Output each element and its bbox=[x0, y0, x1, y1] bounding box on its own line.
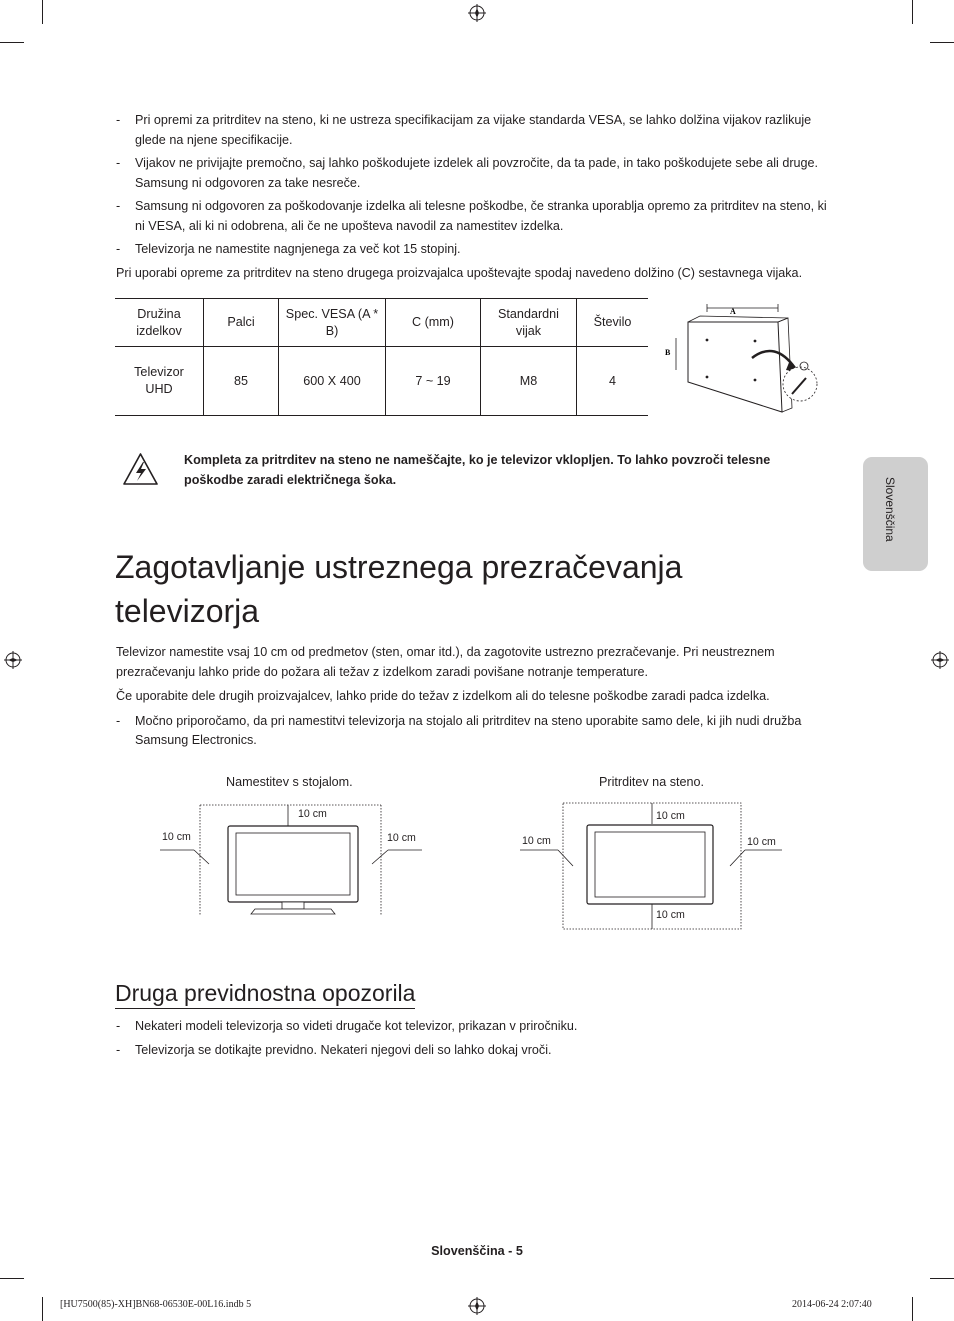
warning-text: Kompleta za pritrditev na steno ne nameščajte, ko je televizor vklopljen. To lahko povzroči telesne poškodbe zaradi električnega šoka. bbox=[184, 453, 771, 487]
page-footer: Slovenščina - 5 bbox=[431, 1244, 523, 1258]
registration-mark-icon bbox=[4, 651, 22, 669]
dimension-b-label: B bbox=[665, 348, 671, 357]
imprint-left: [HU7500(85)-XH]BN68-06530E-00L16.indb 5 bbox=[60, 1299, 252, 1310]
wall-mount-diagram bbox=[660, 300, 825, 420]
registration-mark-icon bbox=[468, 1297, 486, 1315]
table-header-cell: Število bbox=[577, 299, 649, 347]
distance-label: 10 cm bbox=[656, 909, 685, 921]
crop-mark bbox=[912, 1297, 913, 1321]
crop-mark bbox=[0, 1278, 24, 1279]
crop-mark bbox=[0, 42, 24, 43]
list-item: - Vijakov ne privijajte premočno, saj lahko poškodujete izdelek ali povzročite, da ta pade, in tako poškodujete sebe ali druge. Samsung ni odgovoren za take nesreče. bbox=[116, 156, 819, 190]
crop-mark bbox=[930, 1278, 954, 1279]
table-cell: 4 bbox=[577, 347, 649, 416]
list-item: - Pri opremi za pritrditev na steno, ki ne ustreza specifikacijam za vijake standarda VESA, se lahko dolžina vijakov razlikuje glede na njene specifikacije. bbox=[116, 113, 812, 147]
stand-installation-figure bbox=[160, 800, 425, 918]
bullet-dash: - bbox=[116, 156, 121, 170]
crop-mark bbox=[930, 42, 954, 43]
precautions-heading: Druga previdnostna opozorila bbox=[115, 978, 415, 1009]
distance-label: 10 cm bbox=[656, 810, 685, 822]
list-item: - Samsung ni odgovoren za poškodovanje izdelka ali telesne poškodbe, če stranka uporablja opremo za pritrditev na steno, ki ni VESA, ali ki ni odobrena, ali če ne upošteva navodil za namestitev izdelka. bbox=[116, 199, 827, 233]
distance-label: 10 cm bbox=[298, 808, 327, 820]
registration-mark-icon bbox=[468, 4, 486, 22]
table-cell: M8 bbox=[481, 347, 577, 416]
bullet-dash: - bbox=[116, 113, 121, 127]
ventilation-body bbox=[116, 643, 836, 755]
ventilation-heading: Zagotavljanje ustreznega prezračevanja televizorja bbox=[115, 549, 683, 629]
bullet-dash: - bbox=[116, 713, 121, 728]
list-item: - Televizorja se dotikajte previdno. Nekateri njegovi deli so lahko dokaj vroči. bbox=[116, 1041, 836, 1061]
bullet-dash: - bbox=[116, 242, 121, 256]
dimension-a-label: A bbox=[730, 307, 736, 316]
list-item: - Močno priporočamo, da pri namestitvi televizorja na stojalo ali pritrditev na steno uporabite samo dele, ki jih nudi družba Samsung Electronics. bbox=[116, 713, 802, 747]
bullet-dash: - bbox=[116, 199, 121, 213]
language-side-tab: Slovenščina bbox=[863, 457, 928, 571]
table-cell: Televizor UHD bbox=[115, 347, 204, 416]
table-row bbox=[115, 347, 648, 416]
ventilation-paragraph: Televizor namestite vsaj 10 cm od predmetov (sten, omar itd.), da zagotovite ustrezno prezračevanje. Pri neustreznem prezračevanju lahko pride do požara ali težav z izdelkom zaradi povišane notranje temperature. bbox=[116, 645, 775, 679]
table-cell: 7 ~ 19 bbox=[386, 347, 481, 416]
table-header-cell: Družina izdelkov bbox=[115, 299, 204, 347]
table-header-row bbox=[115, 299, 648, 347]
crop-mark bbox=[42, 1297, 43, 1321]
distance-label: 10 cm bbox=[387, 832, 416, 844]
table-cell: 600 X 400 bbox=[279, 347, 386, 416]
list-item: - Nekateri modeli televizorja so videti drugače kot televizor, prikazan v priročniku. bbox=[116, 1017, 836, 1037]
distance-label: 10 cm bbox=[522, 835, 551, 847]
wall-caption: Pritrditev na steno. bbox=[599, 775, 704, 789]
imprint-right: 2014-06-24 2:07:40 bbox=[792, 1299, 872, 1310]
table-header-cell: Palci bbox=[204, 299, 279, 347]
list-item: - Televizorja ne namestite nagnjenega za več kot 15 stopinj. bbox=[116, 240, 836, 260]
table-cell: 85 bbox=[204, 347, 279, 416]
vesa-spec-table bbox=[115, 298, 648, 416]
mounting-notes-list bbox=[116, 111, 836, 283]
crop-mark bbox=[912, 0, 913, 24]
table-header-cell: C (mm) bbox=[386, 299, 481, 347]
table-header-cell: Standardni vijak bbox=[481, 299, 577, 347]
stand-caption: Namestitev s stojalom. bbox=[226, 775, 353, 789]
distance-label: 10 cm bbox=[747, 836, 776, 848]
crop-mark bbox=[42, 0, 43, 24]
intro-paragraph: Pri uporabi opreme za pritrditev na steno drugega proizvajalca upoštevajte spodaj navedeno dolžino (C) sestavnega vijaka. bbox=[116, 265, 803, 280]
distance-label: 10 cm bbox=[162, 831, 191, 843]
registration-mark-icon bbox=[931, 651, 949, 669]
bullet-dash: - bbox=[116, 1042, 121, 1057]
ventilation-paragraph: Če uporabite dele drugih proizvajalcev, lahko pride do težav z izdelkom ali do telesne poškodbe zaradi padca izdelka. bbox=[116, 689, 770, 703]
table-header-cell: Spec. VESA (A * B) bbox=[279, 299, 386, 347]
electric-shock-warning-icon bbox=[122, 452, 159, 486]
bullet-dash: - bbox=[116, 1019, 121, 1033]
wall-mount-figure bbox=[520, 800, 785, 932]
precautions-list bbox=[116, 1017, 836, 1064]
